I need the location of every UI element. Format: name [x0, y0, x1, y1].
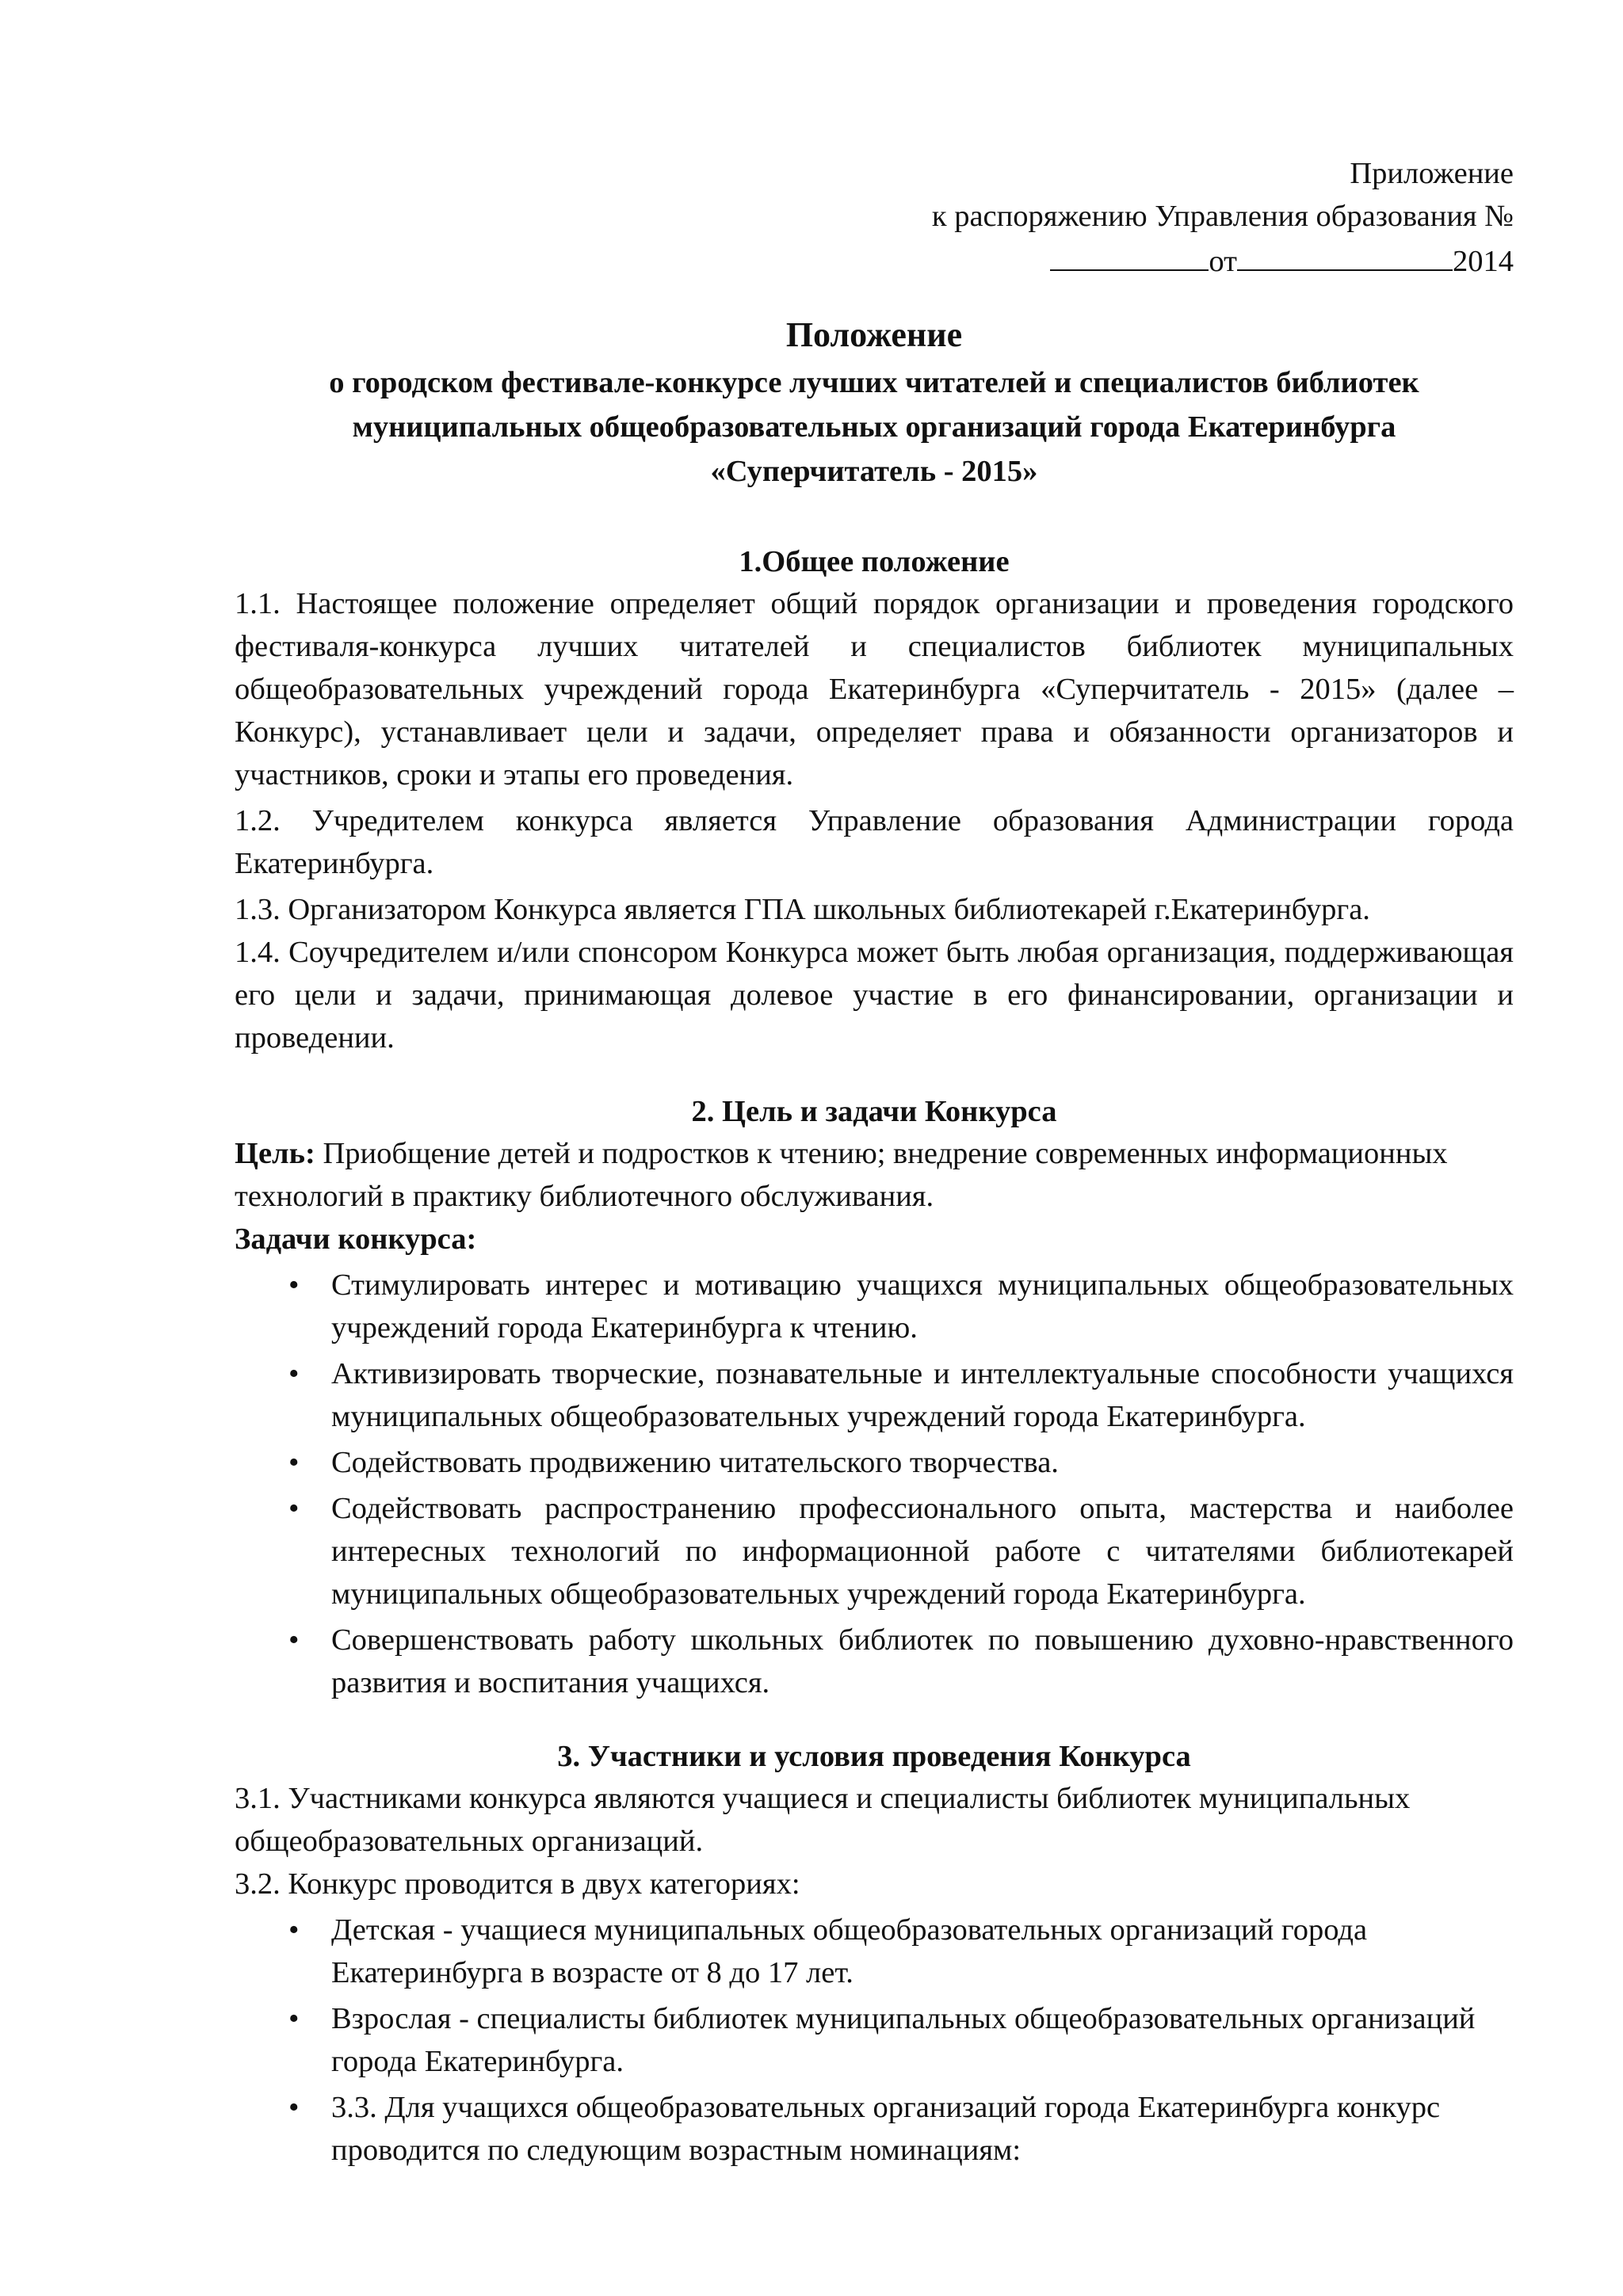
goal-text: Приобщение детей и подростков к чтению; внедрение современных информационных технологий в практику библиотечного обслуживания. — [235, 1137, 1448, 1213]
tasks-label: Задачи конкурса: — [235, 1222, 477, 1256]
from-label: от — [1209, 245, 1237, 278]
list-item: • Совершенствовать работу школьных библиотек по повышению духовно-нравственного развития и воспитания учащихся. — [235, 1619, 1514, 1704]
list-item: • 3.3. Для учащихся общеобразовательных организаций города Екатеринбурга конкурс проводится по следующим возрастным номинациям: — [235, 2086, 1514, 2172]
document-subtitle-line-2: муниципальных общеобразовательных организаций города Екатеринбурга — [352, 410, 1396, 444]
document-subtitle-line-3: «Суперчитатель - 2015» — [710, 455, 1038, 488]
year: 2014 — [1453, 245, 1514, 278]
section-2-heading: 2. Цель и задачи Конкурса — [691, 1095, 1057, 1128]
order-number-date-line — [235, 238, 1514, 283]
document-title: Положение — [785, 315, 963, 354]
list-item: • Взрослая - специалисты библиотек муниципальных общеобразовательных организаций города Екатеринбурга. — [235, 1997, 1514, 2083]
section-1-paragraph-4: 1.4. Соучредителем и/или спонсором Конкурса может быть любая организация, поддерживающая его цели и задачи, принимающая долевое участие в его финансировании, организации и проведении. — [235, 936, 1514, 1055]
appendix-label: Приложение — [1350, 157, 1514, 190]
tasks-list — [235, 1264, 1514, 1704]
list-item: • Активизировать творческие, познавательные и интеллектуальные способности учащихся муниципальных общеобразовательных учреждений города Екатеринбурга. — [235, 1352, 1514, 1438]
bullet-icon: • — [288, 2091, 300, 2124]
bullet-icon: • — [288, 1913, 300, 1947]
order-reference: к распоряжению Управления образования № — [931, 200, 1514, 233]
document-body — [235, 152, 1514, 2172]
bullet-icon: • — [288, 2002, 300, 2035]
section-1-paragraph-2: 1.2. Учредителем конкурса является Управление образования Администрации города Екатеринбурга. — [235, 804, 1514, 880]
section-1-paragraph-1: 1.1. Настоящее положение определяет общий порядок организации и проведения городского фестиваля-конкурса лучших читателей и специалистов библиотек муниципальных общеобразовательных учреждений города Екатеринбурга «Суперчитатель - 2015» (далее – Конкурс), устанавливает цели и задачи, определяет права и обязанности организаторов и участников, сроки и этапы его проведения. — [235, 587, 1514, 791]
date-blank — [1237, 238, 1453, 271]
document-subtitle-line-1: о городском фестивале-конкурсе лучших читателей и специалистов библиотек — [329, 366, 1419, 399]
bullet-icon: • — [288, 1268, 300, 1302]
number-blank — [1050, 238, 1209, 271]
section-3-paragraph-2: 3.2. Конкурс проводится в двух категориях: — [235, 1867, 800, 1901]
goal-label: Цель: — [235, 1137, 315, 1170]
section-1-heading: 1.Общее положение — [739, 545, 1010, 578]
list-item: • Детская - учащиеся муниципальных общеобразовательных организаций города Екатеринбурга в возрасте от 8 до 17 лет. — [235, 1909, 1514, 1994]
list-item: • Содействовать продвижению читательского творчества. — [235, 1441, 1514, 1484]
list-item: • Содействовать распространению профессионального опыта, мастерства и наиболее интересных технологий по информационной работе с читателями библиотекарей муниципальных общеобразовательных учреждений города Екатеринбурга. — [235, 1487, 1514, 1615]
goal-paragraph — [235, 1132, 1514, 1218]
section-3-heading: 3. Участники и условия проведения Конкурса — [557, 1740, 1191, 1773]
categories-list — [235, 1909, 1514, 2172]
section-3-paragraph-1: 3.1. Участниками конкурса являются учащиеся и специалисты библиотек муниципальных общеобразовательных организаций. — [235, 1782, 1411, 1858]
section-1-paragraph-3: 1.3. Организатором Конкурса является ГПА школьных библиотекарей г.Екатеринбурга. — [235, 893, 1370, 926]
bullet-icon: • — [288, 1492, 300, 1525]
bullet-icon: • — [288, 1446, 300, 1479]
list-item: • Стимулировать интерес и мотивацию учащихся муниципальных общеобразовательных учреждений города Екатеринбурга к чтению. — [235, 1264, 1514, 1349]
bullet-icon: • — [288, 1357, 300, 1390]
bullet-icon: • — [288, 1623, 300, 1657]
